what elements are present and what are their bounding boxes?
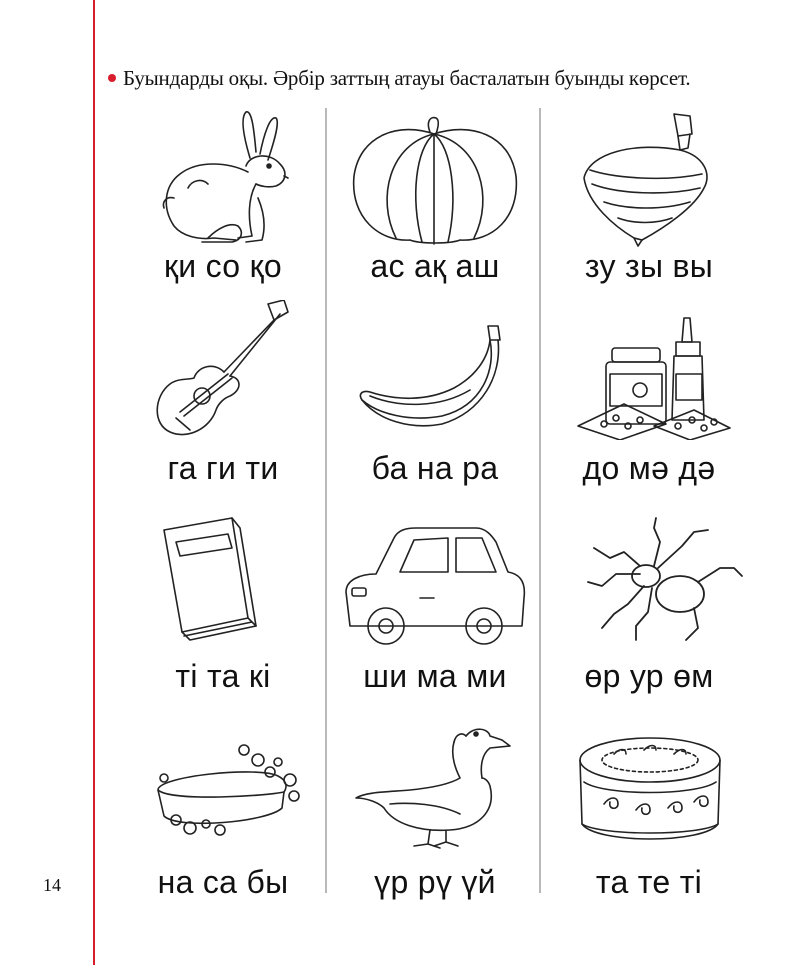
item-skullcap	[544, 712, 754, 912]
syllables-spider: өр ур өм	[584, 658, 714, 694]
duck-icon	[330, 712, 540, 852]
book-icon	[118, 508, 328, 648]
item-car	[330, 508, 540, 708]
pumpkin-icon	[330, 108, 540, 248]
syllables-book: ті та кі	[175, 658, 271, 694]
bullet-icon	[108, 74, 116, 82]
skullcap-icon	[544, 712, 754, 852]
syllables-banana: ба на ра	[371, 450, 499, 486]
guitar-icon	[118, 300, 328, 440]
syllables-car: ши ма ми	[363, 658, 507, 694]
syllables-rabbit: қи со қо	[163, 248, 282, 284]
item-book	[118, 508, 328, 708]
car-icon	[330, 508, 540, 648]
syllables-pumpkin: ас ақ аш	[370, 248, 500, 284]
medicine-icon	[544, 300, 754, 440]
spider-icon	[544, 508, 754, 648]
syllables-spinning-top: зу зы вы	[584, 248, 714, 284]
syllables-soap: на са бы	[157, 864, 289, 900]
banana-icon	[330, 300, 540, 440]
item-pumpkin	[330, 108, 540, 308]
instruction-text: Буындарды оқы. Әрбір заттың атауы басталатын буынды көрсет.	[123, 66, 691, 90]
item-duck	[330, 712, 540, 912]
page-margin-line	[93, 0, 95, 965]
item-medicine	[544, 300, 754, 500]
syllables-medicine: до мә дә	[582, 450, 716, 486]
item-spider	[544, 508, 754, 708]
page-number: 14	[43, 875, 61, 895]
syllables-guitar: га ги ти	[167, 450, 279, 486]
item-rabbit	[118, 108, 328, 308]
syllables-duck: үр рү үй	[374, 864, 496, 900]
item-banana	[330, 300, 540, 500]
item-soap	[118, 712, 328, 912]
syllables-skullcap: та те ті	[595, 864, 703, 900]
item-spinning-top	[544, 108, 754, 308]
rabbit-icon	[118, 108, 328, 248]
item-guitar	[118, 300, 328, 500]
exercise-instruction	[108, 66, 788, 91]
spinning-top-icon	[544, 108, 754, 248]
soap-icon	[118, 712, 328, 852]
